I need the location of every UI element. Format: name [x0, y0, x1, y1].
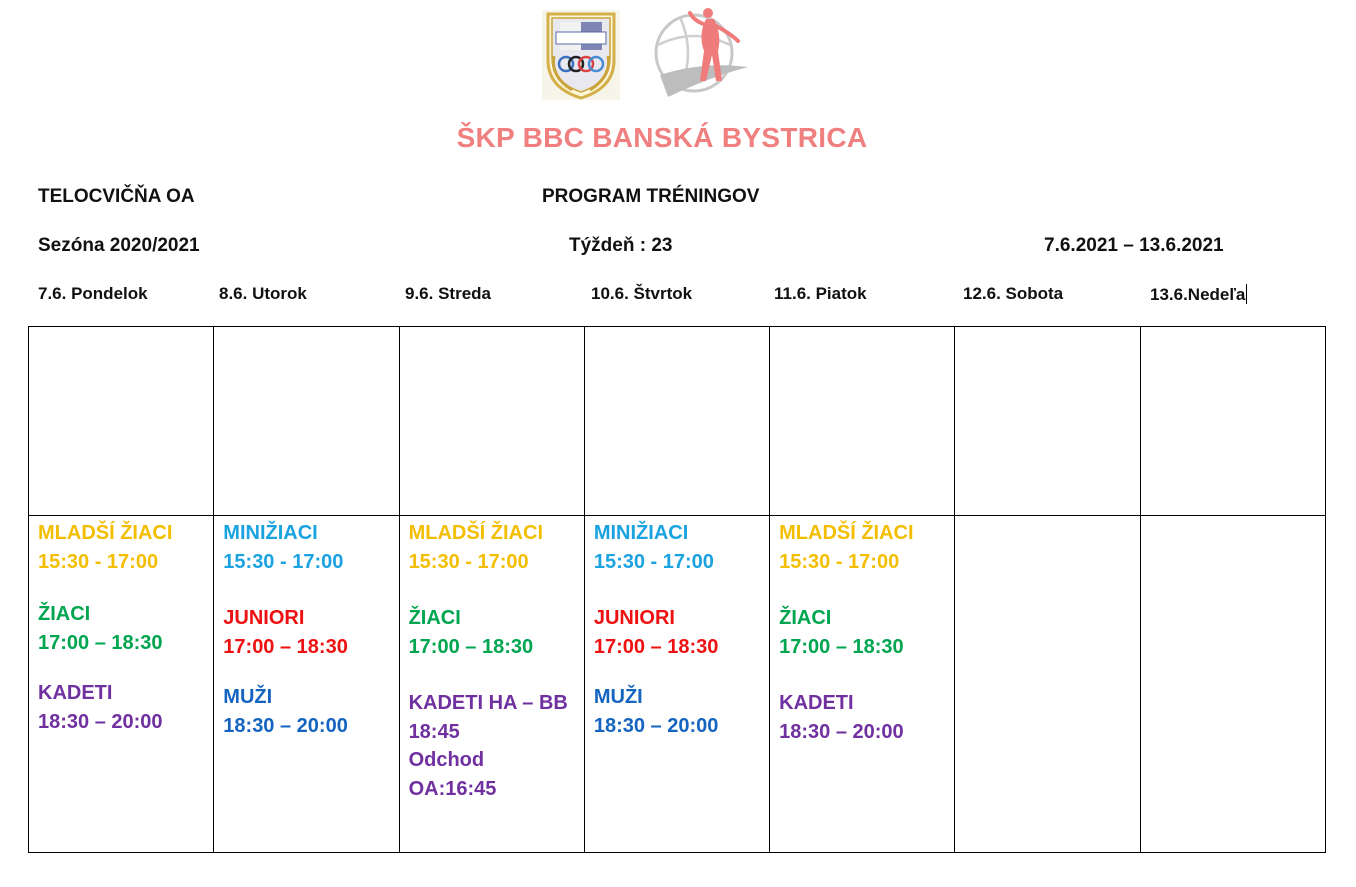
training-time: 17:00 – 18:30: [223, 635, 348, 658]
empty-cell: [770, 327, 955, 516]
club-title: ŠKP BBC BANSKÁ BYSTRICA: [456, 122, 868, 153]
training-block: [779, 519, 945, 576]
hall-name: TELOCVIČŇA OA: [38, 186, 195, 207]
training-block: [38, 519, 204, 576]
schedule-cell-sunday: [1140, 516, 1325, 853]
team-name: ŽIACI: [779, 607, 832, 629]
training-time: 15:30 - 17:00: [223, 550, 344, 573]
training-block: [594, 519, 760, 576]
training-block: [223, 519, 389, 576]
program-heading: PROGRAM TRÉNINGOV: [542, 186, 760, 207]
text-cursor: [1246, 284, 1247, 304]
team-name: MUŽI: [593, 686, 643, 708]
day-label-sunday: [1150, 284, 1247, 305]
empty-cell: [584, 327, 769, 516]
day-label-monday: 7.6. Pondelok: [38, 284, 148, 303]
schedule-cell-monday: [29, 516, 214, 853]
team-name: KADETI: [779, 692, 854, 714]
training-time: 15:30 - 17:00: [408, 550, 529, 573]
team-name: JUNIORI: [223, 607, 305, 629]
training-time: 15:30 - 17:00: [779, 550, 900, 573]
training-time: 17:00 – 18:30: [38, 631, 163, 654]
schedule-cell-thursday: [584, 516, 769, 853]
training-time: 17:00 – 18:30: [593, 635, 719, 658]
table-row-trainings: [29, 516, 1326, 853]
day-label-sunday-text: 13.6.Nedeľa: [1150, 285, 1246, 304]
training-block: [779, 689, 945, 746]
empty-cell: [1140, 327, 1325, 516]
table-row-empty: [29, 327, 1326, 516]
schedule-cell-tuesday: [214, 516, 399, 853]
team-name: MUŽI: [223, 686, 273, 708]
training-block: [594, 683, 760, 740]
training-time: 18:30 – 20:00: [779, 720, 904, 743]
team-name: MINIŽIACI: [223, 522, 318, 544]
departure-time: OA:16:45: [408, 777, 497, 800]
training-block: [409, 519, 575, 576]
date-range: 7.6.2021 – 13.6.2021: [1044, 235, 1224, 256]
week-label: Týždeň : 23: [569, 235, 673, 256]
training-time: 18:30 – 20:00: [223, 714, 348, 737]
training-time: 17:00 – 18:30: [779, 635, 904, 658]
team-name: ŽIACI: [38, 603, 91, 625]
training-block: [409, 689, 575, 803]
training-block: [38, 679, 204, 736]
schedule-cell-saturday: [955, 516, 1140, 853]
departure-note: Odchod: [408, 749, 485, 771]
training-block: [38, 600, 204, 657]
team-name: KADETI HA – BB: [408, 692, 568, 714]
empty-cell: [955, 327, 1140, 516]
day-label-saturday: 12.6. Sobota: [963, 284, 1064, 303]
team-name: MLADŠÍ ŽIACI: [38, 522, 173, 544]
team-name: JUNIORI: [593, 607, 675, 629]
training-block: [779, 604, 945, 661]
training-time: 15:30 - 17:00: [38, 550, 159, 573]
training-schedule-table: [28, 326, 1326, 853]
team-name: MLADŠÍ ŽIACI: [408, 522, 543, 544]
training-block: [594, 604, 760, 661]
day-label-thursday: 10.6. Štvrtok: [591, 284, 693, 303]
training-block: [409, 604, 575, 661]
team-name: ŽIACI: [408, 607, 461, 629]
training-time: 18:30 – 20:00: [593, 714, 719, 737]
day-label-wednesday: 9.6. Streda: [405, 284, 491, 303]
team-name: MLADŠÍ ŽIACI: [779, 522, 914, 544]
basketball-player-logo: [650, 5, 754, 99]
training-block: [223, 604, 389, 661]
season-label: Sezóna 2020/2021: [38, 235, 200, 256]
empty-cell: [214, 327, 399, 516]
training-time: 17:00 – 18:30: [408, 635, 534, 658]
schedule-cell-friday: [770, 516, 955, 853]
training-block: [223, 683, 389, 740]
training-time: 18:45: [408, 720, 460, 743]
day-label-tuesday: 8.6. Utorok: [219, 284, 307, 303]
club-crest-logo: [542, 10, 620, 100]
team-name: MINIŽIACI: [593, 522, 689, 544]
training-time: 18:30 – 20:00: [38, 710, 163, 733]
team-name: KADETI: [38, 682, 113, 704]
empty-cell: [399, 327, 584, 516]
schedule-cell-wednesday: [399, 516, 584, 853]
training-time: 15:30 - 17:00: [593, 550, 714, 573]
day-label-friday: 11.6. Piatok: [774, 284, 867, 303]
empty-cell: [29, 327, 214, 516]
